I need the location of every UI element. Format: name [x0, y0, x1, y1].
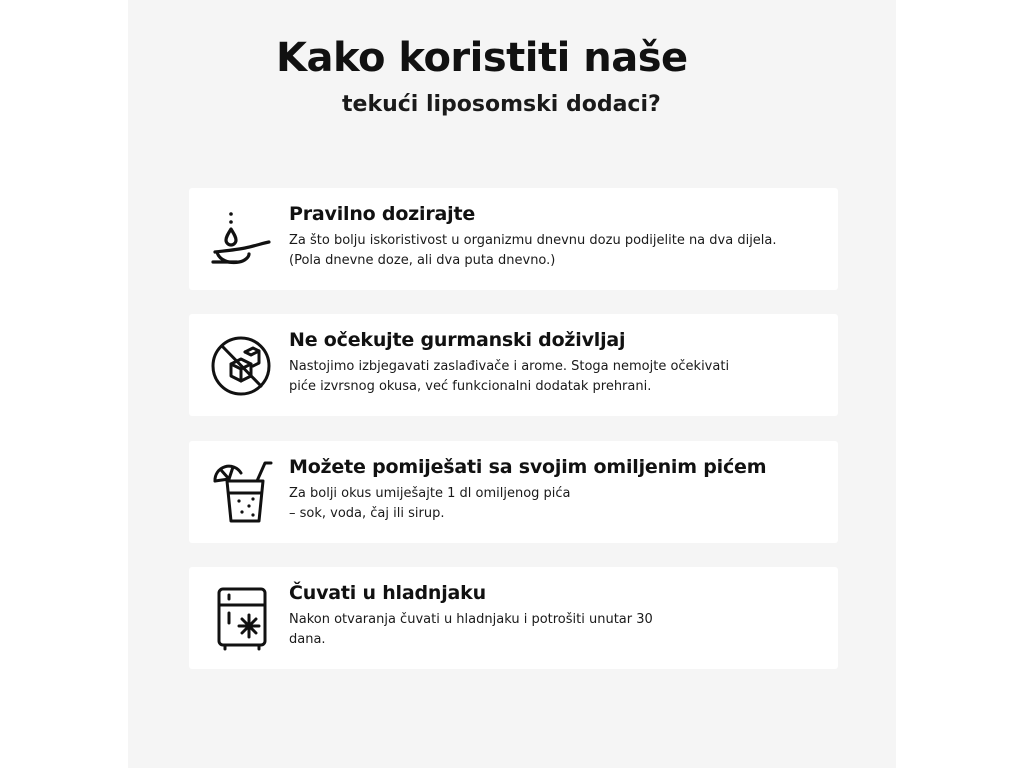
- spoon-drop-icon: [209, 204, 273, 272]
- tip-line: Nastojimo izbjegavati zaslađivače i arome. Stoga nemojte očekivati: [289, 359, 730, 374]
- fridge-icon: [209, 583, 273, 651]
- tip-card-storage: [189, 567, 838, 669]
- tip-heading: Pravilno dozirajte: [289, 203, 476, 225]
- tip-line: Za bolji okus umiješajte 1 dl omiljenog pića: [289, 486, 571, 501]
- tip-description: [289, 231, 829, 271]
- drink-glass-icon: [209, 457, 273, 525]
- page-title: Kako koristiti naše: [276, 35, 688, 81]
- tip-heading: Čuvati u hladnjaku: [289, 582, 486, 604]
- no-sugar-icon: [209, 330, 273, 398]
- tip-description: [289, 484, 829, 524]
- tip-line: piće izvrsnog okusa, već funkcionalni dodatak prehrani.: [289, 379, 652, 394]
- tip-card-mixing: [189, 441, 838, 543]
- tip-line: Nakon otvaranja čuvati u hladnjaku i potrošiti unutar 30: [289, 612, 653, 627]
- tip-card-taste: [189, 314, 838, 416]
- tip-line: dana.: [289, 632, 326, 647]
- tip-card-dosing: [189, 188, 838, 290]
- tip-description: [289, 357, 829, 397]
- tip-line: Za što bolju iskoristivost u organizmu dnevnu dozu podijelite na dva dijela.: [289, 233, 777, 248]
- page-subtitle: tekući liposomski dodaci?: [342, 92, 661, 117]
- tip-line: – sok, voda, čaj ili sirup.: [289, 506, 445, 521]
- tip-heading: Ne očekujte gurmanski doživljaj: [289, 329, 626, 351]
- tip-line: (Pola dnevne doze, ali dva puta dnevno.): [289, 253, 556, 268]
- tip-description: [289, 610, 829, 650]
- tip-heading: Možete pomiješati sa svojim omiljenim pićem: [289, 456, 767, 478]
